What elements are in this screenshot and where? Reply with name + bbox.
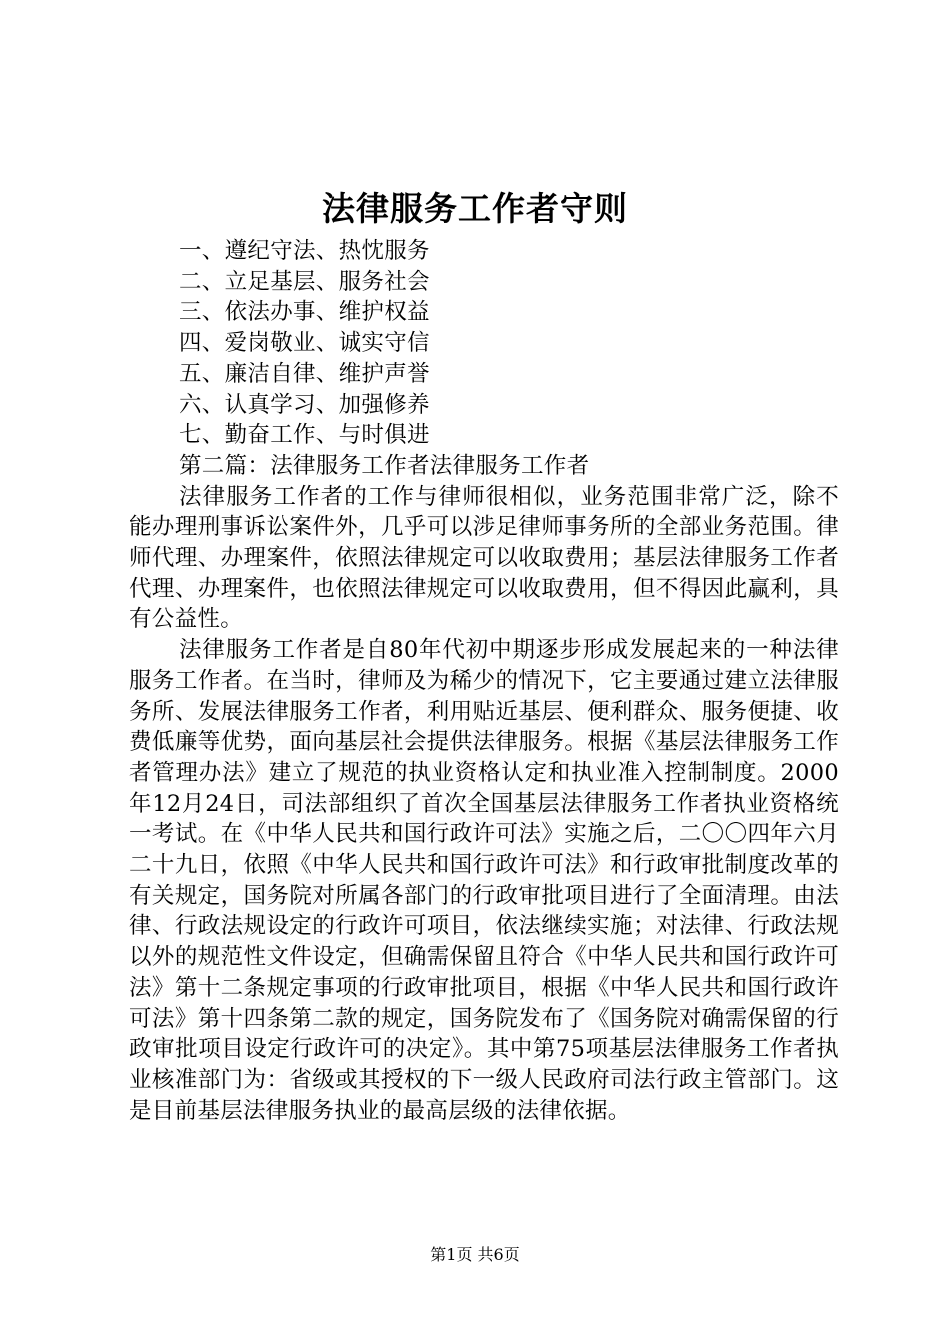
rule-item-3: 三、依法办事、维护权益 <box>179 299 430 326</box>
rule-item-7: 七、勤奋工作、与时俱进 <box>179 422 430 449</box>
rule-item-2: 二、立足基层、服务社会 <box>179 268 430 295</box>
body-paragraph-2: 法律服务工作者是自80年代初中期逐步形成发展起来的一种法律服务工作者。在当时，律师及为稀少的情况下，它主要通过建立法律服务所、发展法律服务工作者，利用贴近基层、便利群众、服务便捷、收费低廉等优势，面向基层社会提供法律服务。根据《基层法律服务工作者管理办法》建立了规范的执业资格认定和执业准入控制制度。2000年12月24日，司法部组织了首次全国基层法律服务工作者执业资格统一考试。在《中华人民共和国行政许可法》实施之后，二〇〇四年六月二十九日，依照《中华人民共和国行政许可法》和行政审批制度改革的有关规定，国务院对所属各部门的行政审批项目进行了全面清理。由法律、行政法规设定的行政许可项目，依法继续实施；对法律、行政法规以外的规范性文件设定，但确需保留且符合《中华人民共和国行政许可法》第十二条规定事项的行政审批项目，根据《中华人民共和国行政许可法》第十四条第二款的规定，国务院发布了《国务院对确需保留的行政审批项目设定行政许可的决定》。其中第75项基层法律服务工作者执业核准部门为：省级或其授权的下一级人民政府司法行政主管部门。这是目前基层法律服务执业的最高层级的法律依据。 <box>129 637 839 1124</box>
document-body <box>129 236 839 1126</box>
document-title: 法律服务工作者守则 <box>322 189 628 228</box>
rule-item-5: 五、廉洁自律、维护声誉 <box>179 360 430 387</box>
rule-item-1: 一、遵纪守法、热忱服务 <box>179 238 430 264</box>
page-number-footer: 第1页 共6页 <box>430 1245 520 1264</box>
rule-item-6: 六、认真学习、加强修养 <box>179 391 430 418</box>
rule-item-4: 四、爱岗敬业、诚实守信 <box>179 330 430 357</box>
body-paragraph-1: 法律服务工作者的工作与律师很相似，业务范围非常广泛，除不能办理刑事诉讼案件外，几乎可以涉足律师事务所的全部业务范围。律师代理、办理案件，依照法律规定可以收取费用；基层法律服务工作者代理、办理案件，也依照法律规定可以收取费用，但不得因此赢利，具有公益性。 <box>129 483 839 633</box>
section-heading: 第二篇：法律服务工作者法律服务工作者 <box>179 452 590 479</box>
